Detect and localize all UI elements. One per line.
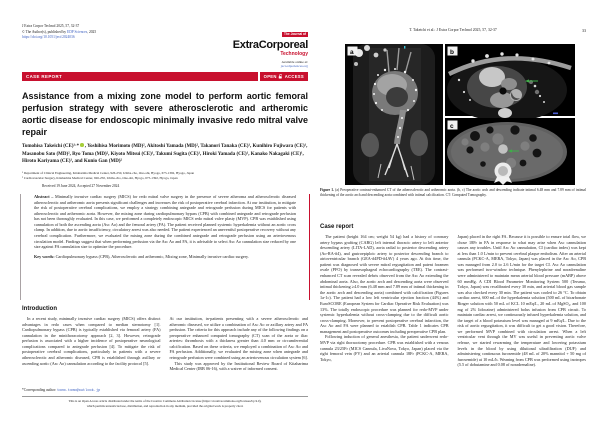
corresponding-author-line (22, 388, 100, 393)
article-title: Assistance from a mixing zone model to perform aortic femoral perfusion strategy with severe atherosclerotic and artheromic aortic disease for endoscopic minimally invasive redo mitral valve repair (22, 91, 308, 137)
coauthors: , Yoshihisa Morimoto (MD)², Akitoshi Yamada (MD)², Takanori Tanaka (CE)¹, Kunihiro Fujiwara (CE)¹, Masanobu Sato (MD)², Ryo Toma (MD)², Kiyoto Mitsui (CE)¹, Takumi Sugita (CE)¹, Hiroki Yamada (CE)¹, Kanako Nakagaki (CE)¹, Hiroto Kariyama (CE)¹, and Kunio Gan (MD)² (22, 144, 308, 164)
journal-logo-tagline: The Journal of (284, 32, 306, 36)
page-right (320, 22, 586, 412)
author-list (22, 143, 308, 166)
publisher-link[interactable]: EDP Sciences (67, 29, 88, 34)
case-report-heading: Case report (320, 224, 354, 230)
case-report-column-1 (320, 234, 449, 410)
affiliation-1: ¹ Department of Clinical Engineering, Kitaharima Medical Center, 926-250, Ichiba-cho, Ono-shi, Hyogo, 675-1392, Hyogo, Japan (22, 171, 195, 175)
measurement-marker-cyan (404, 46, 405, 49)
figure-caption-text: (a) Preoperative contrast-enhanced CT of the atherosclerotic and artheromic aorta. (b, c) The aortic arch and descending indicate intimal 6.48 mm and 7.89 mm of intimal thickening of the aortic arch and descending aorta combined with intimal calcification. CT: Computed Tomography. (320, 188, 586, 198)
ct-panel-axial-abdomen (445, 118, 575, 185)
ct-panel-coronal (345, 44, 443, 185)
introduction-heading: Introduction (22, 306, 57, 312)
affiliation-2: ² Cardiovascular Surgery, Kitaharima Medical Center, 926-250, Ichiba-cho, Ono-shi, Hyogo, 675-1392, Hyogo, Japan (22, 176, 178, 181)
figure-panel-label-a: a (350, 48, 354, 56)
introduction-column-2 (170, 316, 309, 386)
journal-logo (198, 22, 308, 68)
license-note (22, 399, 308, 409)
copyright-text: © The Author(s), published by (22, 29, 67, 34)
citation-line: J Extra Corpor Technol 2025, 57, 32-37 (22, 24, 80, 28)
doi-link[interactable]: https://doi.org/10.1051/ject/2024036 (22, 35, 75, 40)
affiliations (22, 171, 308, 182)
corresponding-author-label: *Corresponding author: (22, 388, 58, 392)
first-author: Tomohisa Takeichi (CE)¹·* (22, 144, 80, 149)
case-report-column-1-paragraph-2: Following induction of general anesthesia, the patient underwent redo-MVP via right thoracotomy procedure. CPB was established with a venous cannula 23/25Fr (MICS Cannula, LivaNova, Tokyo, Japan) placed via the right femoral vein (FV) and an arterial cannula 18Fr (PCKC-A, MERA, Tokyo, (320, 334, 449, 362)
introduction-columns (22, 316, 308, 386)
figure-1 (345, 44, 575, 185)
publication-info (22, 24, 172, 41)
introduction-column-2-paragraph-2: This study was approved by the Institutional Review Board of Kitaharima Medical Center (IRB 06-16), with a waiver of informed consent. (169, 360, 308, 372)
open-access-open-label: OPEN (263, 74, 277, 79)
received-accepted-line: Received 19 June 2024, Accepted 27 November 2024 (42, 184, 120, 188)
keywords-text: Cardiopulmonary bypass (CPB), Atherosclerotic and artheromic, Mixing zone, Minimally invasive cardiac surgery. (55, 254, 249, 260)
page-left (22, 22, 308, 412)
article-type-banner (22, 72, 308, 81)
figure-caption-label: Figure 1. (320, 188, 334, 192)
abstract-rule-right (309, 194, 310, 300)
abstract-paragraph (34, 194, 296, 250)
open-access-access-label: ACCESS (284, 74, 304, 79)
case-report-column-2: Japan) placed in the right FA. Because it is possible to ensure total flow, we chose 18Fr in FA in response to what may arise when Asc cannulation causes any troubles. Until Asc Ao cannulation, CI (cardiac index) was kept at less than 1.0 L/min to prevent cerebral plaque embolism. After an arterial cannula (PCKC-A, MERA, Tokyo, Japan) was placed in the Asc Ao, CPB was managed from 2.0 to 2.6 L/min for the target CI. Asc Ao cannulation was performed two-window technique. Phenylephrine and noradrenaline were administered to maintain mean arterial blood pressure (mABP) above 60 mmHg. A CDI Blood Parameter Monitoring System 500 (Terumo, Tokyo, Japan) was recalibrated every 30 min, and arterial blood gas sample was also checked every 30 min. The patient was cooled to 26 °C. To obtain cardiac arrest, 600 mL of the hyperkalemia solution (500 mL of bicarbonate Ringer solution with 50 mL of KCL 10 mEq/L, 20 mL of MgSO₄, and 100 mg of 2% lidocaine) administered bolus infusion from CPB circuit. To maintain cardiac arrest, we continuously infused hyperkalemia solution, and the target of a blood potassium level was managed at 9 mEq/L. Due to the risk of aortic regurgitation, it was difficult to get a good vision. Therefore, we performed MVP combined with circulation arrest. When a left ventricular vent through the MV was useful in preventing aortic valve release, we started rewarming the temperature and lowering potassium levels in the blood by using dilutional ultrafiltration (DUF) and administering continuous furosemide (48 mL of 20% mannitol + 50 mg of furosemide) at 10 mL/h. Weaning from CPB was performed using inotropes (5.5 of dobutamine and 0.08 of noradrenaline). (457, 234, 586, 368)
measurement-marker-blue (553, 113, 558, 115)
figure-panel-label-b: b (450, 48, 454, 56)
abstract-block (34, 194, 296, 260)
abstract-rule-left (20, 194, 21, 300)
abstract-label: Abstract – (34, 194, 56, 199)
running-head: T. Takeichi et al.: J Extra Corpor Technol 2025, 57, 32-37 (409, 28, 497, 32)
available-online-label: Available online at: (281, 60, 308, 65)
page-number: 33 (582, 28, 586, 33)
journal-logo-name: ExtraCorporeal (232, 39, 308, 51)
case-report-column-1-paragraph-1: The patient (height 164 cm; weight 54 kg) had a history of coronary artery bypass grafting (CABG) left internal thoracic artery to left anterior descending artery (LITA-LAD), aorta radial to posterior descending artery (Ao-RA-#4), and gastroepiploic artery to posterior descending branch to atrioventricular branch (GEA-#4PD-#4AV) 4 years ago. At this time, the patient was diagnosed with severe mitral regurgitation and patent foramen ovale (PFO) by transesophageal echocardiography (TEE). The contrast-enhanced CT scan revealed debris observed from the Asc Ao extending the abdominal aorta. Also, the aortic arch and descending aorta were observed intimal thickening ≥4.0 mm (6.48 mm and 7.89 mm of intimal thickening in the aortic arch and descending aorta) combined with calcification (Figures 1a-1c). The patient had a low left ventricular ejection fraction (44%) and EuroSCORE (European System for Cardiac Operative Risk Evaluation) was 13%. The totally endoscopic procedure was planned for redo-MVP under systemic hyperkalemia without cross-clamping due to the difficult aortic cross-clamping. Moreover, to prevent postoperative cerebral infarction, the Asc Ao and FA were planned to establish CPB. Table 1 indicates CPB management and postoperative outcomes including preoperative CPB plan. (320, 234, 449, 334)
keywords-label: Key words: (34, 254, 56, 260)
copyright-year: , 2025 (87, 29, 97, 34)
journal-url-link[interactable]: ject.edpsciences.org (280, 64, 308, 69)
figure-panel-label-c: c (450, 122, 454, 130)
keywords-line (34, 254, 296, 260)
ct-panel-axial-chest (445, 44, 575, 122)
figure-1-caption (320, 188, 586, 198)
license-line-1: This is an Open Access article distributed under the terms of the Creative Commons Attribution License (https://creativecommons.org/licenses/by/4.0), (68, 399, 262, 403)
open-access-lock-icon (278, 74, 283, 79)
abstract-text: Minimally invasive cardiac surgery (MICS) for redo mitral valve surgery in the presence of severe atheroma and atherosclerotic diseased atherosclerotic and artheromic aorta presents significant challenges and increases the risk of postoperative cerebral infarction. At our institution, to mitigate the risk of postoperative cerebral complications, we employ a strategy combining antegrade and retrograde perfusion during MICS for patients with atherosclerotic and artheromic aorta. However, the mixing zone during cardiopulmonary bypass (CPB) with combined antegrade and retrograde perfusion has not been thoroughly evaluated. In this case, we performed a completely endoscopic MICS redo mitral valve plasty (MVP). CPB was established using cannulation of both the ascending aorta (Asc Ao) and the femoral artery (FA). The patient received planned systemic hyperkalemia without an aortic cross clamp. In addition, due to aortic insufficiency, circulatory arrest was also needed. The patient experienced an uneventful postoperative recovery without any cerebral complication. Furthermore, we evaluated the mixing zone during the combined antegrade and retrograde perfusion using an arteriovenous circulation model. Findings suggest that when performing perfusion via the Asc Ao and FA, it is advisable to select Asc Ao cannulation size reduced by one size against FA cannulation size to optimize the procedure. (34, 194, 296, 250)
article-type-label: CASE REPORT (22, 72, 258, 81)
corresponding-author-email-link[interactable]: tomo.tomo@outlook.jp (57, 389, 101, 393)
journal-logo-subname: Technology (280, 50, 308, 57)
license-line-2: which permits unrestricted use, distribution, and reproduction in any medium, provided the original work is properly cited. (86, 403, 244, 408)
introduction-column-2-paragraph-1: At our institution, in-patients presenting with a severe atherosclerotic and atheromic diseased, we utilize a combination of Asc Ao or axillary artery and FA perfusion. The criteria for this approach include any of the following findings on a preoperative enhanced computed tomography (CT) scan of the aorta or iliac arteries: thrombosis with a thickness greater than 4.0 mm or circumferential calcification. Based on these criteria, we employed a combination of Asc Ao and FA perfusion. Additionally, we evaluated the mixing zone when antegrade and retrograde perfusion were combined using an arteriovenous circulation system [6]. (169, 316, 308, 361)
introduction-column-1: In a recent study, minimally invasive cardiac surgery (MICS) offers distinct advantages in redo cases when compared to median sternotomy [1]. Cardiopulmonary bypass (CPB) is typically established via femoral artery (FA) cannulation in the minithoracotomy approach [2, 3]. However, retrograde perfusion is associated with a higher incidence of postoperative neurological complications compared to antegrade perfusion [4]. To mitigate the risk of postoperative cerebral complications, particularly in patients with a severe atherosclerotic and atheromic diseased, CPB is established through axillary or ascending aortic (Asc Ao) cannulation according to the facility protocol [5]. (22, 316, 161, 366)
open-access-badge (260, 72, 308, 81)
figure-1-ct-images (345, 44, 575, 185)
orcid-icon[interactable] (80, 143, 84, 147)
case-report-columns (320, 234, 586, 410)
footer-divider (22, 396, 308, 397)
